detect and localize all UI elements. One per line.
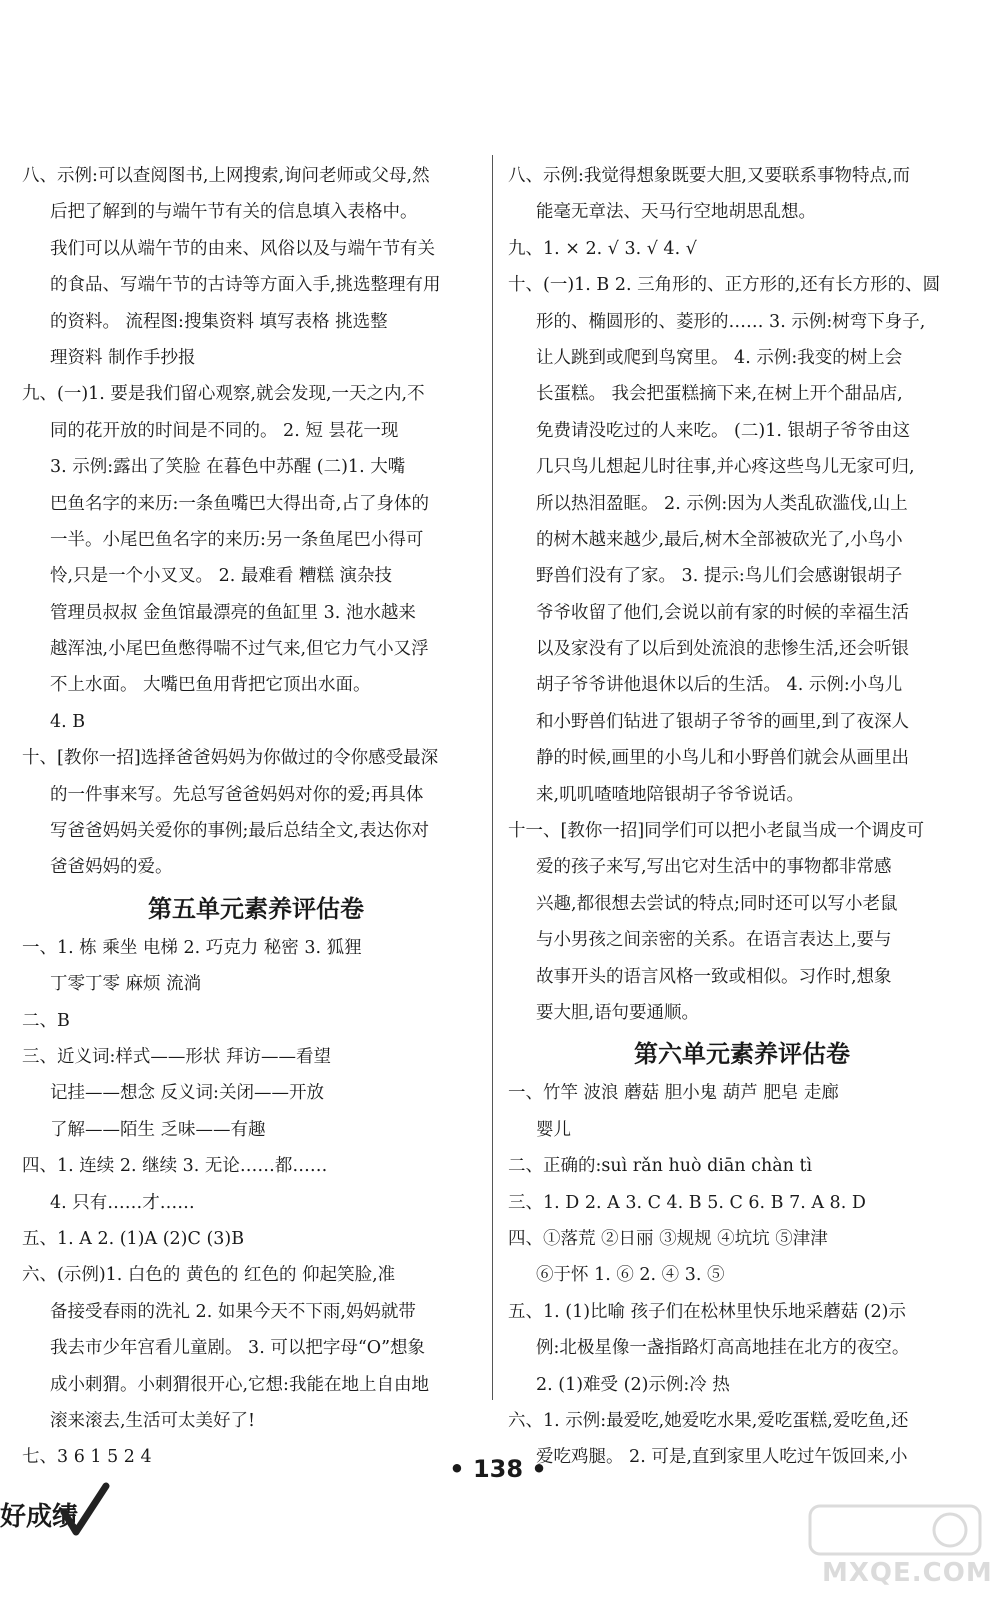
text-line: 野兽们没有了家。 3. 提示:鸟儿们会感谢银胡子 (536, 566, 903, 587)
unit5-heading: 第五单元素养评估卷 (148, 894, 364, 923)
left-section-9 (22, 376, 490, 740)
text-line: 兴趣,都很想去尝试的特点;同时还可以写小老鼠 (536, 893, 898, 914)
text-line: 以及家没有了以后到处流浪的悲惨生活,还会听银 (536, 639, 910, 660)
text-line: 八、示例:我觉得想象既要大胆,又要联系事物特点,而 (508, 166, 911, 186)
text-line: 七、3 6 1 5 2 4 (22, 1447, 152, 1468)
text-line: 九、1. × 2. √ 3. √ 4. √ (508, 238, 697, 259)
text-line: 爸爸妈妈的爱。 (50, 857, 173, 878)
watermark-icon (800, 1500, 990, 1560)
right-section-8 (508, 158, 976, 231)
text-line: 二、正确的:suì rǎn huò diān chàn tì (508, 1156, 813, 1177)
left-column (22, 158, 490, 1476)
text-line: 一、竹竿 波浪 蘑菇 胆小鬼 葫芦 肥皂 走廊 (508, 1083, 839, 1104)
text-line: 十一、[教你一招]同学们可以把小老鼠当成一个调皮可 (508, 821, 925, 842)
text-line: 所以热泪盈眶。 2. 示例:因为人类乱砍滥伐,山上 (536, 493, 908, 514)
text-line: 来,叽叽喳喳地陪银胡子爷爷说话。 (536, 784, 805, 805)
text-line: 长蛋糕。 我会把蛋糕摘下来,在树上开个甜品店, (536, 384, 903, 405)
watermark-text: MXQE.COM (822, 1558, 993, 1588)
text-line: 理资料 制作手抄报 (50, 347, 196, 368)
text-line: 三、近义词:样式——形状 拜访——看望 (22, 1046, 331, 1067)
text-line: 丁零丁零 麻烦 流淌 (50, 974, 202, 995)
text-line: 四、1. 连续 2. 继续 3. 无论……都…… (22, 1156, 328, 1177)
text-line: 形的、椭圆形的、菱形的…… 3. 示例:树弯下身子, (536, 311, 926, 332)
text-line: 六、(示例)1. 白色的 黄色的 红色的 仰起笑脸,准 (22, 1265, 396, 1286)
text-line: 五、1. (1)比喻 孩子们在松林里快乐地采蘑菇 (2)示 (508, 1301, 906, 1322)
text-line: 四、①落荒 ②日丽 ③规规 ④坑坑 ⑤津津 (508, 1228, 828, 1249)
text-line: 2. (1)难受 (2)示例:冷 热 (536, 1374, 730, 1395)
text-line: 滚来滚去,生活可太美好了! (50, 1410, 256, 1431)
text-line: 的一件事来写。先总写爸爸妈妈对你的爱;再具体 (50, 784, 424, 805)
text-line: 九、(一)1. 要是我们留心观察,就会发现,一天之内,不 (22, 384, 425, 405)
text-line: 婴儿 (536, 1119, 571, 1140)
text-line: 一半。小尾巴鱼名字的来历:另一条鱼尾巴小得可 (50, 529, 424, 550)
left-section-8 (22, 158, 490, 376)
text-line: 我去市少年宫看儿童剧。 3. 可以把字母“O”想象 (50, 1338, 426, 1359)
text-line: 十、(一)1. B 2. 三角形的、正方形的,还有长方形的、圆 (508, 275, 941, 296)
text-line: 静的时候,画里的小鸟儿和小野兽们就会从画里出 (536, 748, 910, 769)
text-line: 与小男孩之间亲密的关系。在语言表达上,要与 (536, 930, 892, 951)
text-line: 记挂——想念 反义词:关闭——开放 (50, 1083, 324, 1104)
watermark-logo (800, 1500, 993, 1600)
text-line: 我们可以从端午节的由来、风俗以及与端午节有关 (50, 238, 435, 259)
column-divider (492, 155, 493, 1400)
text-line: 和小野兽们钻进了银胡子爷爷的画里,到了夜深人 (536, 711, 910, 732)
text-line: 胡子爷爷讲他退休以后的生活。 4. 示例:小鸟儿 (536, 675, 903, 696)
text-line: 巴鱼名字的来历:一条鱼嘴巴大得出奇,占了身体的 (50, 493, 429, 514)
right-section-11 (508, 813, 976, 1031)
text-line: 后把了解到的与端午节有关的信息填入表格中。 (50, 202, 418, 223)
text-line: 的食品、写端午节的古诗等方面入手,挑选整理有用 (50, 275, 441, 296)
page-number: • 138 • (449, 1455, 547, 1483)
right-section-10 (508, 267, 976, 813)
text-line: 让人跳到或爬到鸟窝里。 4. 示例:我变的树上会 (536, 347, 903, 368)
text-line: 写爸爸妈妈关爱你的事例;最后总结全文,表达你对 (50, 821, 429, 842)
text-line: ⑥于怀 1. ⑥ 2. ④ 3. ⑤ (536, 1265, 725, 1286)
text-line: 同的花开放的时间是不同的。 2. 短 昙花一现 (50, 420, 399, 441)
text-line: 的树木越来越少,最后,树木全部被砍光了,小鸟小 (536, 529, 903, 550)
text-line: 爷爷收留了他们,会说以前有家的时候的幸福生活 (536, 602, 910, 623)
unit5-answers (22, 930, 490, 1476)
text-line: 二、B (22, 1010, 70, 1031)
text-line: 了解——陌生 乏味——有趣 (50, 1119, 266, 1140)
brand-text: 好成绩 (0, 1502, 79, 1532)
text-line: 五、1. A 2. (1)A (2)C (3)B (22, 1228, 245, 1249)
text-line: 六、1. 示例:最爱吃,她爱吃水果,爱吃蛋糕,爱吃鱼,还 (508, 1410, 909, 1431)
text-line: 成小刺猬。小刺猬很开心,它想:我能在地上自由地 (50, 1374, 429, 1395)
text-line: 爱吃鸡腿。 2. 可是,直到家里人吃过午饭回来,小 (536, 1447, 908, 1468)
text-line: 管理员叔叔 金鱼馆最漂亮的鱼缸里 3. 池水越来 (50, 602, 416, 623)
text-line: 4. B (50, 711, 86, 732)
brand-logo (0, 1482, 130, 1542)
text-line: 4. 只有……才…… (50, 1192, 195, 1213)
text-line: 十、[教你一招]选择爸爸妈妈为你做过的令你感受最深 (22, 748, 439, 769)
text-line: 故事开头的语言风格一致或相似。习作时,想象 (536, 966, 892, 987)
text-line: 要大胆,语句要通顺。 (536, 1002, 700, 1023)
text-line: 不上水面。 大嘴巴鱼用背把它顶出水面。 (50, 675, 371, 696)
text-line: 三、1. D 2. A 3. C 4. B 5. C 6. B 7. A 8. D (508, 1192, 866, 1213)
text-line: 例:北极星像一盏指路灯高高地挂在北方的夜空。 (536, 1338, 910, 1359)
text-line: 能毫无章法、天马行空地胡思乱想。 (536, 202, 816, 223)
checkmark-icon (60, 1482, 110, 1538)
text-line: 怜,只是一个小叉叉。 2. 最难看 糟糕 演杂技 (50, 566, 393, 587)
text-line: 爱的孩子来写,写出它对生活中的事物都非常感 (536, 857, 892, 878)
right-section-9 (508, 231, 976, 267)
text-line: 备接受春雨的洗礼 2. 如果今天不下雨,妈妈就带 (50, 1301, 416, 1322)
text-line: 3. 示例:露出了笑脸 在暮色中苏醒 (二)1. 大嘴 (50, 457, 406, 478)
text-line: 八、示例:可以查阅图书,上网搜索,询问老师或父母,然 (22, 166, 430, 186)
left-section-10 (22, 740, 490, 886)
unit6-heading: 第六单元素养评估卷 (634, 1040, 850, 1069)
text-line: 的资料。 流程图:搜集资料 填写表格 挑选整 (50, 311, 388, 332)
right-column (508, 158, 976, 1476)
text-line: 免费请没吃过的人来吃。 (二)1. 银胡子爷爷由这 (536, 420, 910, 441)
text-line: 一、1. 栋 乘坐 电梯 2. 巧克力 秘密 3. 狐狸 (22, 937, 362, 958)
text-line: 几只鸟儿想起儿时往事,并心疼这些鸟儿无家可归, (536, 457, 915, 478)
text-line: 越浑浊,小尾巴鱼憋得喘不过气来,但它力气小又浮 (50, 639, 429, 660)
unit6-answers (508, 1075, 976, 1475)
